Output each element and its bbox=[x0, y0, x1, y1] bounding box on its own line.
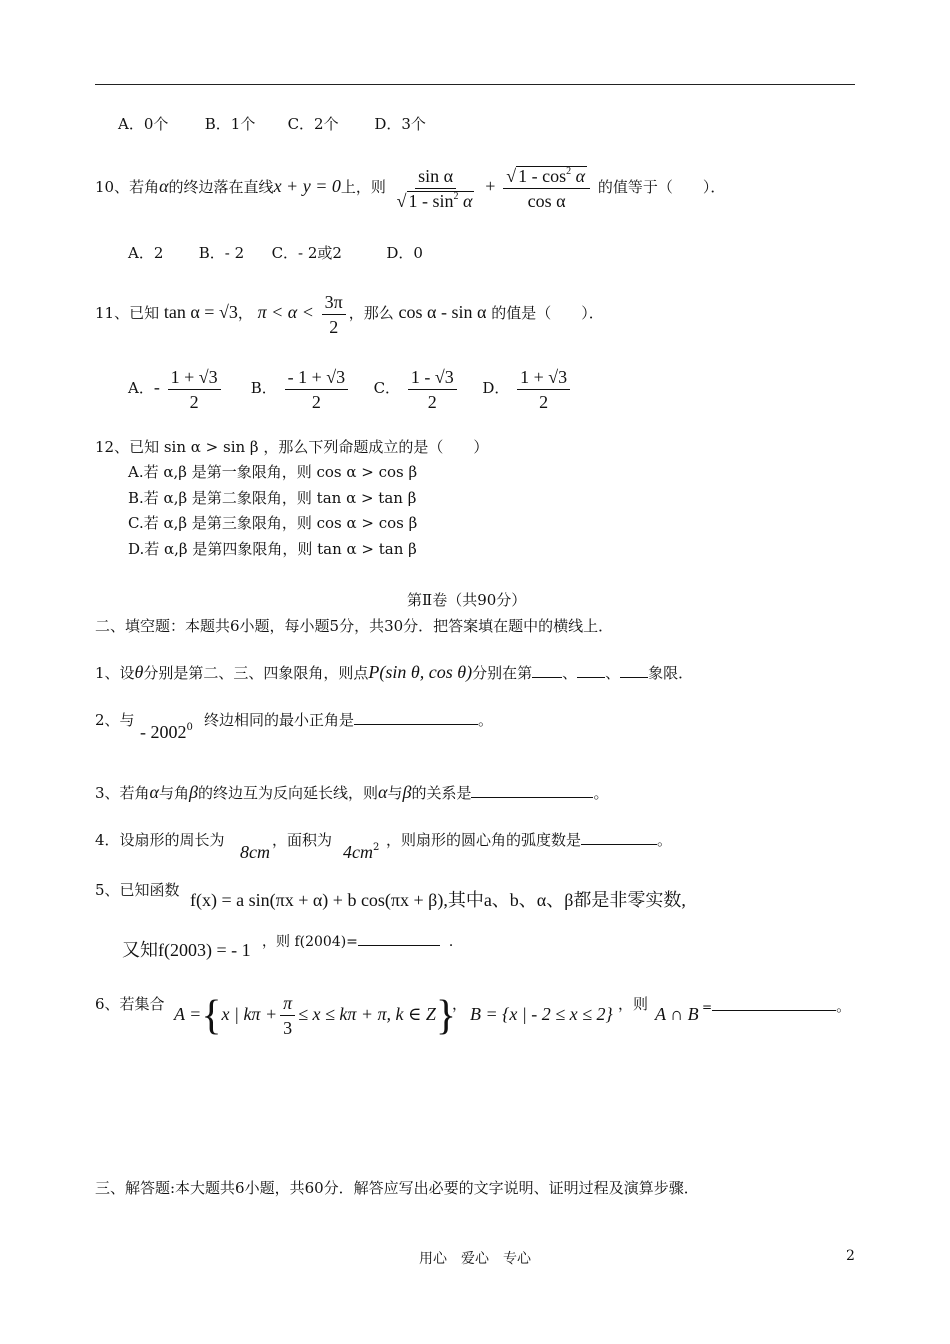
fill5-blank[interactable] bbox=[358, 931, 440, 946]
q10-suffix: 的值等于（ ）． bbox=[597, 178, 726, 196]
fill1-blank-3[interactable] bbox=[620, 663, 648, 678]
q9-option-a: A．0个 bbox=[118, 115, 169, 133]
fill5-known: 又知f(2003) = - 1 bbox=[122, 940, 251, 960]
fill6-comma: ， bbox=[452, 995, 468, 1013]
q10-fraction-2: √ $1 - \cos^2 \alpha$ cos α bbox=[503, 166, 590, 211]
q11-options bbox=[128, 361, 573, 414]
fill-question-1: 1、设θ分别是第二、三、四象限角，则点P(sin θ, cos θ)分别在第 、 、 象限． bbox=[95, 662, 694, 682]
fill4-area: $4cm^2$ bbox=[343, 842, 380, 862]
fill4-blank[interactable] bbox=[581, 830, 657, 845]
fill6-answer: = 。 bbox=[702, 997, 852, 1015]
q10-mid2: 上，则 bbox=[340, 178, 386, 196]
fill6-blank[interactable] bbox=[712, 996, 836, 1011]
q10-option-d: D．0 bbox=[386, 244, 423, 262]
q11-option-d: D． $\frac{1 + √3}{2}$ bbox=[482, 362, 573, 414]
question-11: 11、已知 tan α = √3， π < α < $\frac{3\pi}{2}$ ，那么 cos α - sin α 的值是（ ）． bbox=[95, 291, 604, 337]
q11-tan-expr: tan α = √3 bbox=[163, 302, 238, 322]
q12-option-d: D.若 α,β 是第四象限角，则 tan α > tan β bbox=[128, 540, 417, 558]
fill5-then: ，则 f(2004)= ． bbox=[262, 931, 463, 952]
q10-fraction-1: sin α √ $1 - \sin^2 \alpha$ bbox=[396, 165, 473, 211]
fill1-blank-1[interactable] bbox=[532, 663, 562, 678]
fill-question-6: 6、若集合 bbox=[95, 995, 165, 1013]
header-rule bbox=[95, 84, 855, 85]
fill4-perimeter: 8cm bbox=[240, 842, 270, 862]
q11-option-a: A．- $\frac{1 + √3}{2}$ bbox=[128, 361, 246, 414]
q10-options bbox=[128, 243, 423, 263]
q10-prefix: 10、若角 bbox=[95, 178, 160, 196]
fill4-suffix: ，则扇形的圆心角的弧度数是 。 bbox=[386, 831, 673, 849]
q12-option-a: A.若 α,β 是第一象限角，则 cos α > cos β bbox=[128, 463, 418, 481]
fill2-angle: - 2002$^0$ bbox=[140, 722, 193, 742]
fill5-function: f(x) = a sin(πx + α) + b cos(πx + β),其中a、b、α、β都是非零实数, bbox=[190, 890, 686, 910]
q11-option-c: C． $\frac{1 - √3}{2}$ bbox=[374, 362, 478, 414]
q12-option-b: B.若 α,β 是第二象限角，则 tan α > tan β bbox=[128, 489, 417, 507]
fill6-set-a: A ={x | kπ + $\frac{\pi}{3}$ ≤ x ≤ kπ + π, k ∈ Z} bbox=[174, 992, 457, 1039]
q10-option-c: C．- 2或2 bbox=[271, 244, 342, 262]
q11-mid: ，那么 bbox=[348, 304, 394, 322]
fill6-intersection: A ∩ B bbox=[655, 1004, 699, 1024]
q11-option-b: B． $\frac{- 1 + √3}{2}$ bbox=[251, 362, 369, 414]
q9-option-b: B．1个 bbox=[204, 115, 256, 133]
footer-text: 用心 爱心 专心 bbox=[419, 1251, 531, 1267]
q10-line-eq: x + y = 0 bbox=[273, 176, 341, 196]
fill6-then: ，则 bbox=[618, 995, 649, 1013]
q12-option-c: C.若 α,β 是第三象限角，则 cos α > cos β bbox=[128, 514, 418, 532]
q11-range-fraction: $\frac{3\pi}{2}$ bbox=[322, 292, 346, 337]
q9-option-c: C．2个 bbox=[287, 115, 339, 133]
section3-heading: 三、解答题:本大题共6小题，共60分．解答应写出必要的文字说明、证明过程及演算步骤． bbox=[95, 1179, 699, 1197]
fill-question-5: 5、已知函数 bbox=[95, 881, 180, 899]
q11-prefix: 11、已知 bbox=[95, 304, 160, 322]
q10-option-a: A．2 bbox=[128, 244, 164, 262]
fill3-blank[interactable] bbox=[471, 783, 593, 798]
q9-options bbox=[118, 114, 426, 134]
question-12-stem: 12、已知 sin α > sin β ，那么下列命题成立的是（ ） bbox=[95, 438, 489, 456]
fill-question-4: 4．设扇形的周长为 bbox=[95, 831, 225, 849]
fill2-text: 终边相同的最小正角是 。 bbox=[204, 711, 494, 729]
fill-question-3: 3、若角α与角β的终边互为反向延长线，则α与β的关系是 。 bbox=[95, 782, 609, 802]
fill-question-2: 2、与 bbox=[95, 711, 135, 729]
part2-title: 第Ⅱ卷（共90分） bbox=[407, 591, 527, 609]
fill2-blank[interactable] bbox=[354, 710, 478, 725]
fill4-mid: ，面积为 bbox=[272, 831, 333, 849]
q11-suffix: 的值是（ ）． bbox=[491, 304, 604, 322]
q11-target: cos α - sin α bbox=[398, 302, 487, 322]
fill1-blank-2[interactable] bbox=[577, 663, 605, 678]
q9-option-d: D．3个 bbox=[374, 115, 426, 133]
q10-plus: + bbox=[485, 176, 496, 196]
q10-mid1: 的终边落在直线 bbox=[168, 178, 274, 196]
q10-option-b: B．- 2 bbox=[198, 244, 245, 262]
question-10 bbox=[95, 162, 725, 211]
q10-var: α bbox=[159, 176, 169, 196]
section2-heading: 二、填空题：本题共6小题，每小题5分，共30分．把答案填在题中的横线上． bbox=[95, 617, 614, 635]
q11-range: π < α < bbox=[257, 302, 314, 322]
page-number: 2 bbox=[846, 1248, 855, 1264]
fill6-set-b: B = {x | - 2 ≤ x ≤ 2} bbox=[470, 1004, 613, 1024]
